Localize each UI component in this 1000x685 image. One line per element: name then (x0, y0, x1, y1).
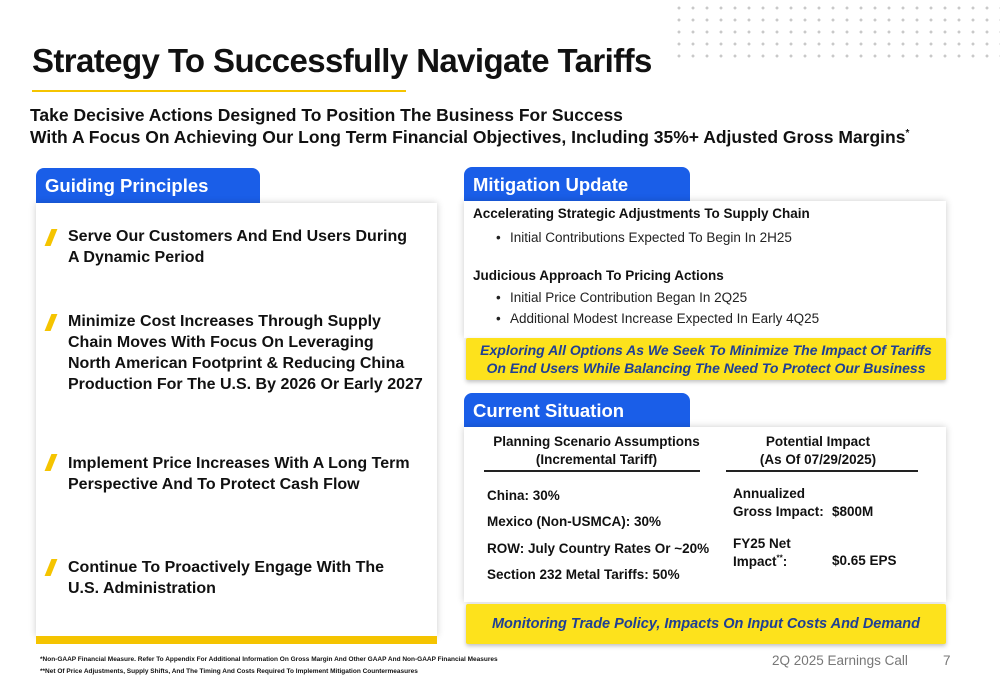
net-impact-value: $0.65 EPS (832, 553, 897, 568)
decorative-dot-grid (672, 2, 1000, 66)
page-subtitle (30, 104, 909, 148)
gross-impact-label (733, 485, 824, 521)
principle-item (68, 453, 432, 495)
bullet-item: • Initial Contributions Expected To Begin In 2H25 (510, 230, 792, 245)
principle-line: A Dynamic Period (68, 249, 205, 266)
mitigation-callout (466, 338, 946, 380)
principle-line: Perspective And To Protect Cash Flow (68, 476, 360, 493)
page-title: Strategy To Successfully Navigate Tariffs (32, 42, 652, 79)
guiding-principles-tab: Guiding Principles (36, 168, 260, 205)
principle-line: Chain Moves With Focus On Leveraging (68, 334, 374, 351)
mitigation-update-tab: Mitigation Update (464, 167, 690, 204)
subtitle-line-1: Take Decisive Actions Designed To Position The Business For Success (30, 105, 623, 125)
monitoring-callout: Monitoring Trade Policy, Impacts On Input Costs And Demand (466, 604, 946, 644)
assumption-section-232: Section 232 Metal Tariffs: 50% (487, 567, 680, 582)
principle-item (68, 311, 432, 395)
impact-column-header (730, 433, 906, 469)
header-line: (As Of 07/29/2025) (759, 452, 877, 467)
supply-chain-heading: Accelerating Strategic Adjustments To Supply Chain (473, 206, 810, 221)
principle-line: North American Footprint & Reducing China (68, 355, 405, 372)
principle-line: Continue To Proactively Engage With The (68, 559, 385, 576)
label-line: FY25 Net (733, 536, 791, 551)
principle-line: Serve Our Customers And End Users During (68, 228, 408, 245)
principle-line: Production For The U.S. By 2026 Or Early 2027 (68, 376, 423, 393)
mitigation-update-panel (464, 201, 946, 338)
label-line: Annualized (733, 486, 806, 501)
column-divider (726, 470, 918, 472)
pricing-heading: Judicious Approach To Pricing Actions (473, 268, 724, 283)
yellow-slash-icon (44, 454, 58, 471)
header-line: Planning Scenario Assumptions (493, 434, 700, 449)
page-number: 7 (943, 653, 951, 668)
guiding-principles-panel (36, 203, 437, 636)
current-situation-tab: Current Situation (464, 393, 690, 430)
assumption-mexico: Mexico (Non-USMCA): 30% (487, 514, 662, 529)
subtitle-line-2 (30, 126, 909, 148)
column-divider (484, 470, 700, 472)
current-situation-panel (464, 427, 946, 602)
title-underline (32, 90, 406, 92)
callout-line: On End Users While Balancing The Need To Protect Our Business (486, 360, 926, 376)
gross-impact-value: $800M (832, 504, 874, 519)
bullet-item: • Initial Price Contribution Began In 2Q25 (510, 290, 747, 305)
principle-line: U.S. Administration (68, 580, 216, 597)
panel-accent-bar (36, 636, 437, 644)
net-impact-label (733, 535, 791, 571)
label-line: Gross Impact: (733, 504, 824, 519)
label-line (733, 553, 791, 571)
footnote-net-impact: **Net Of Price Adjustments, Supply Shifts, And The Timing And Costs Required To Implement Mitigation Countermeasures (40, 668, 418, 675)
event-label: 2Q 2025 Earnings Call (772, 653, 908, 668)
footnote-non-gaap: *Non-GAAP Financial Measure. Refer To Appendix For Additional Information On Gross Margin And Other GAAP And Non-GAAP Financial Measures (40, 656, 498, 663)
bullet-item: • Additional Modest Increase Expected In Early 4Q25 (510, 311, 819, 326)
assumption-china: China: 30% (487, 488, 560, 503)
subtitle-line-2-text: With A Focus On Achieving Our Long Term Financial Objectives, Including 35%+ Adjusted Gross Margins (30, 127, 906, 147)
yellow-slash-icon (44, 559, 58, 576)
assumption-row: ROW: July Country Rates Or ~20% (487, 541, 710, 556)
label-colon: : (782, 554, 788, 569)
principle-item (68, 557, 432, 599)
label-text: Impact (733, 554, 777, 569)
principle-line: Implement Price Increases With A Long Term (68, 455, 410, 472)
yellow-slash-icon (44, 314, 58, 331)
header-line: (Incremental Tariff) (535, 452, 658, 467)
principle-item (68, 226, 432, 268)
yellow-slash-icon (44, 229, 58, 246)
header-line: Potential Impact (765, 434, 871, 449)
non-gaap-footnote-mark: * (905, 128, 910, 140)
assumptions-column-header (484, 433, 709, 469)
footnote-mark: ** (776, 553, 783, 563)
callout-line: Exploring All Options As We Seek To Minimize The Impact Of Tariffs (480, 342, 932, 358)
principle-line: Minimize Cost Increases Through Supply (68, 313, 381, 330)
